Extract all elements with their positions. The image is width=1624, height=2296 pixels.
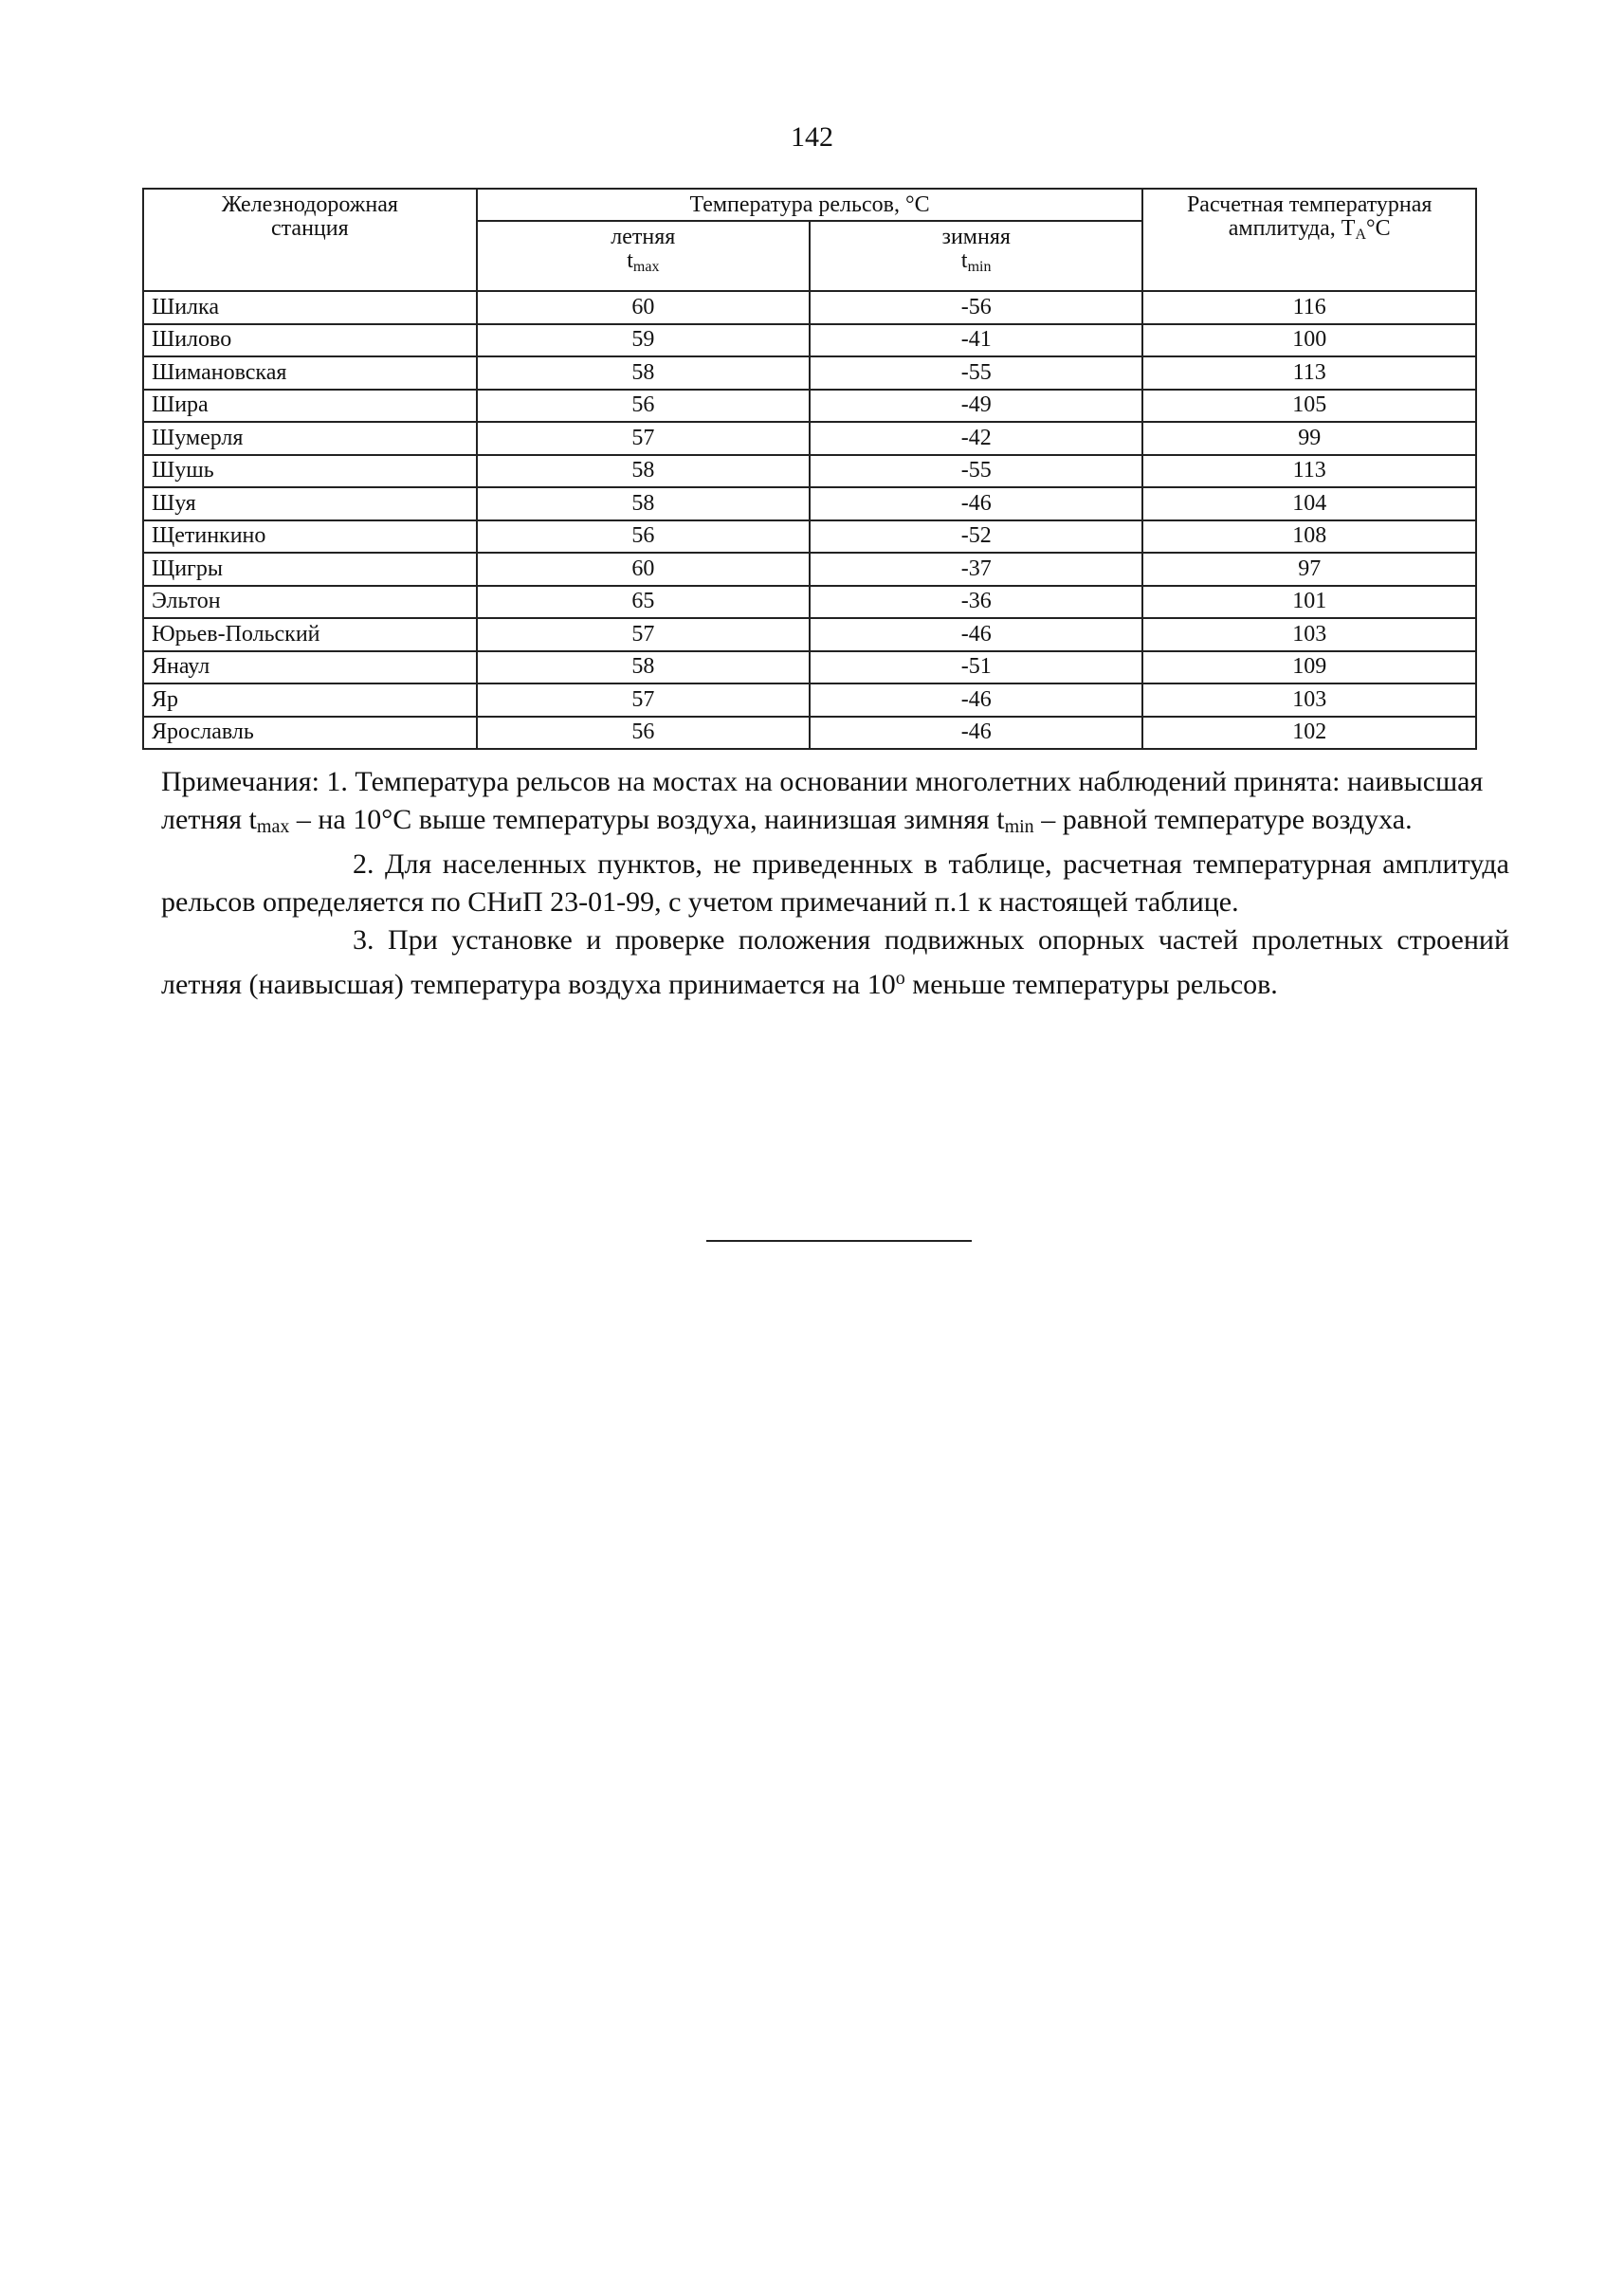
rail-temperature-group-header [477, 189, 1143, 221]
summer-column-header [477, 221, 810, 291]
station-cell: Шуя [143, 487, 477, 520]
amplitude-header-line1: Расчетная температурная [1186, 192, 1432, 217]
winter-temperature-cell: -42 [810, 422, 1142, 455]
amplitude-cell: 97 [1142, 553, 1476, 586]
end-of-section-rule [706, 1240, 972, 1242]
summer-temperature-cell: 58 [477, 651, 810, 684]
note-1 [161, 763, 1509, 846]
amplitude-cell: 100 [1142, 324, 1476, 357]
winter-temperature-cell: -36 [810, 586, 1142, 619]
summer-temperature-cell: 57 [477, 683, 810, 717]
summer-header-label: летняя [611, 225, 676, 249]
station-cell: Щигры [143, 553, 477, 586]
station-cell: Эльтон [143, 586, 477, 619]
amplitude-cell: 108 [1142, 520, 1476, 554]
station-cell: Юрьев-Польский [143, 618, 477, 651]
winter-temperature-cell: -51 [810, 651, 1142, 684]
note-1-part-b: – на 10°С выше температуры воздуха, наинизшая зимняя t [289, 804, 1005, 835]
winter-temperature-cell: -46 [810, 683, 1142, 717]
amplitude-cell: 103 [1142, 618, 1476, 651]
summer-header-symbol: t [627, 248, 633, 274]
winter-temperature-cell: -46 [810, 717, 1142, 750]
station-header-line2: станция [270, 216, 349, 242]
amplitude-column-header [1142, 189, 1476, 291]
winter-temperature-cell: -55 [810, 356, 1142, 390]
summer-temperature-cell: 58 [477, 487, 810, 520]
table-row [143, 651, 1476, 684]
amplitude-cell: 116 [1142, 291, 1476, 324]
amplitude-header-line2-suffix: °С [1366, 216, 1391, 242]
winter-header-subscript: min [967, 259, 992, 276]
station-cell: Шилка [143, 291, 477, 324]
winter-temperature-cell: -46 [810, 618, 1142, 651]
amplitude-cell: 102 [1142, 717, 1476, 750]
winter-header-label: зимняя [941, 225, 1011, 249]
amplitude-cell: 113 [1142, 356, 1476, 390]
amplitude-cell: 113 [1142, 455, 1476, 488]
station-cell: Шушь [143, 455, 477, 488]
note-3-part-b: меньше температуры рельсов. [904, 969, 1278, 1000]
notes-section [161, 763, 1509, 1004]
winter-temperature-cell: -55 [810, 455, 1142, 488]
station-cell: Шилово [143, 324, 477, 357]
station-column-header [143, 189, 477, 291]
amplitude-cell: 105 [1142, 390, 1476, 423]
station-cell: Шумерля [143, 422, 477, 455]
station-cell: Янаул [143, 651, 477, 684]
table-row [143, 520, 1476, 554]
station-cell: Яр [143, 683, 477, 717]
summer-temperature-cell: 60 [477, 291, 810, 324]
amplitude-header-line2-prefix: амплитуда, Т [1228, 216, 1356, 242]
summer-temperature-cell: 56 [477, 390, 810, 423]
station-cell: Ярославль [143, 717, 477, 750]
summer-temperature-cell: 57 [477, 618, 810, 651]
table-row [143, 618, 1476, 651]
table-row [143, 683, 1476, 717]
table-row [143, 324, 1476, 357]
note-1-part-a: Примечания: 1. Температура рельсов на мостах на основании многолетних наблюдений принята: наивысшая летняя t [161, 766, 1484, 835]
note-1-part-c: – равной температуре воздуха. [1033, 804, 1413, 835]
amplitude-cell: 99 [1142, 422, 1476, 455]
table-row [143, 390, 1476, 423]
amplitude-header-subscript: А [1355, 227, 1367, 244]
station-cell: Шира [143, 390, 477, 423]
winter-temperature-cell: -49 [810, 390, 1142, 423]
table-row [143, 356, 1476, 390]
table-row [143, 553, 1476, 586]
summer-temperature-cell: 56 [477, 717, 810, 750]
amplitude-cell: 104 [1142, 487, 1476, 520]
table-row [143, 717, 1476, 750]
winter-header-symbol: t [960, 248, 968, 274]
amplitude-cell: 109 [1142, 651, 1476, 684]
table-row [143, 586, 1476, 619]
winter-column-header [810, 221, 1142, 291]
table-body [143, 291, 1476, 749]
summer-temperature-cell: 65 [477, 586, 810, 619]
table-header [143, 189, 1476, 291]
winter-temperature-cell: -56 [810, 291, 1142, 324]
summer-temperature-cell: 58 [477, 356, 810, 390]
note-2: 2. Для населенных пунктов, не приведенных в таблице, расчетная температурная амплитуда рельсов определяется по СНиП 23-01-99, с учетом примечаний п.1 к настоящей таблице. [161, 848, 1509, 918]
summer-temperature-cell: 56 [477, 520, 810, 554]
rail-temperature-header-label: Температура рельсов, °С [689, 192, 930, 217]
summer-temperature-cell: 59 [477, 324, 810, 357]
winter-temperature-cell: -52 [810, 520, 1142, 554]
amplitude-cell: 101 [1142, 586, 1476, 619]
note-3-part-a: 3. При установке и проверке положения подвижных опорных частей пролетных строений летняя (наивысшая) температура воздуха принимается на 10 [161, 924, 1509, 1000]
summer-temperature-cell: 58 [477, 455, 810, 488]
page-number: 142 [791, 121, 833, 153]
station-header-line1: Железнодорожная [221, 192, 398, 217]
note-3-degree-superscript: о [895, 968, 905, 989]
winter-temperature-cell: -46 [810, 487, 1142, 520]
note-1-sub-max: max [256, 816, 290, 837]
table-row [143, 422, 1476, 455]
summer-header-subscript: max [632, 259, 660, 276]
summer-temperature-cell: 60 [477, 553, 810, 586]
summer-temperature-cell: 57 [477, 422, 810, 455]
station-cell: Щетинкино [143, 520, 477, 554]
table-row [143, 291, 1476, 324]
station-cell: Шимановская [143, 356, 477, 390]
amplitude-cell: 103 [1142, 683, 1476, 717]
note-3 [161, 921, 1509, 1004]
winter-temperature-cell: -41 [810, 324, 1142, 357]
table-row [143, 455, 1476, 488]
table-row [143, 487, 1476, 520]
note-1-sub-min: min [1004, 816, 1034, 837]
rail-temperature-table [142, 188, 1477, 750]
winter-temperature-cell: -37 [810, 553, 1142, 586]
